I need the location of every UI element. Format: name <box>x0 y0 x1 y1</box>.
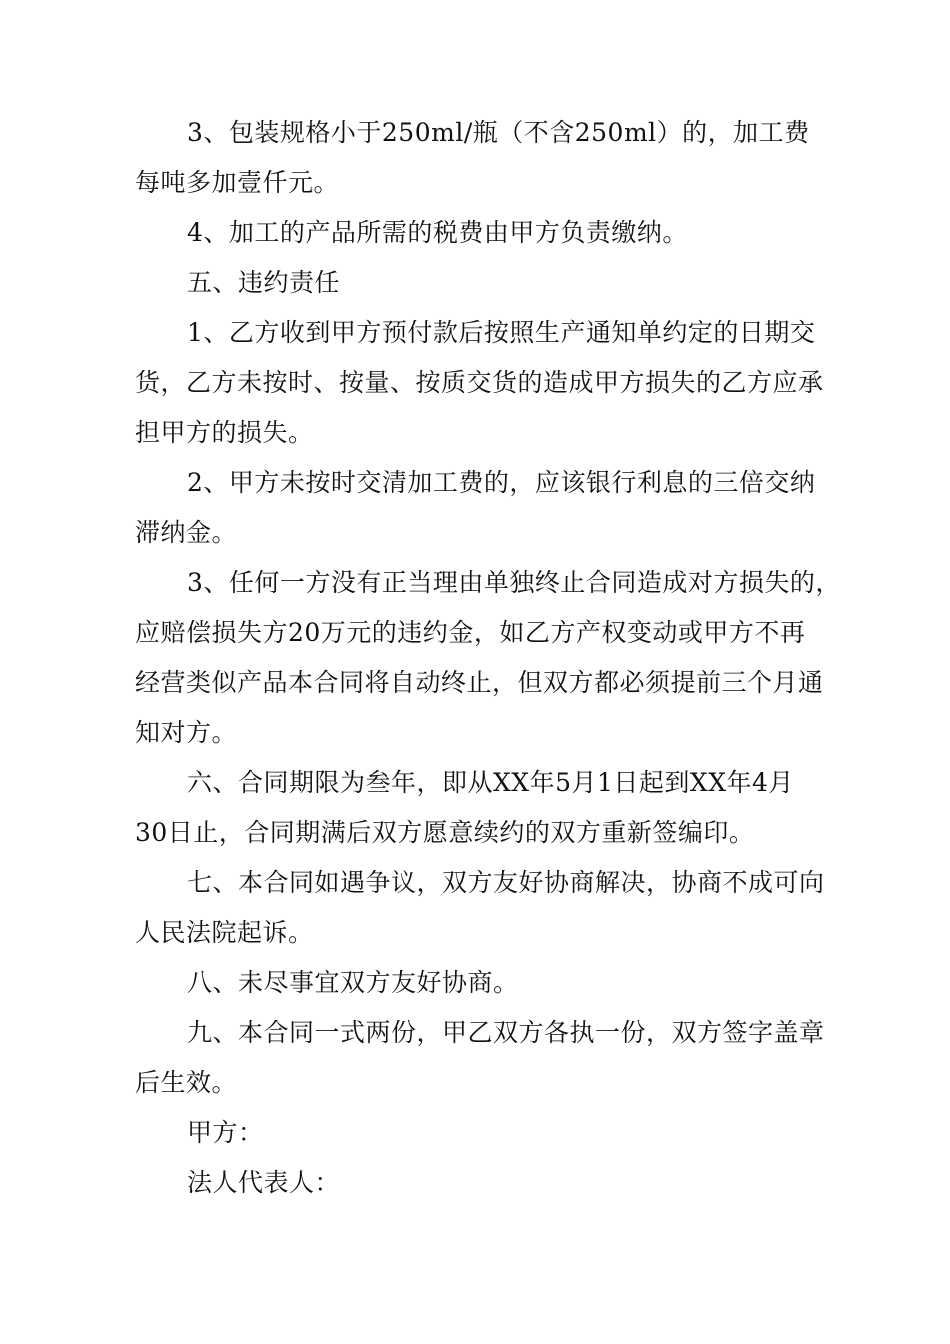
section-9-copies-line-2: 后生效。 <box>135 1068 238 1097</box>
clause-5-2-line-2: 滞纳金。 <box>135 518 238 547</box>
clause-5-3-line-3: 经营类似产品本合同将自动终止，但双方都必须提前三个月通 <box>135 668 824 697</box>
clause-5-2-line-1: 2、甲方未按时交清加工费的，应该银行利息的三倍交纳 <box>187 468 816 497</box>
clause-5-3-line-1: 3、任何一方没有正当理由单独终止合同造成对方损失的， <box>187 568 841 597</box>
clause-4-3-line-1: 3、包装规格小于250ml/瓶（不含250ml）的，加工费 <box>187 118 810 147</box>
clause-5-3-line-4: 知对方。 <box>135 718 238 747</box>
clause-4-3-line-2: 每吨多加壹仟元。 <box>135 168 340 197</box>
clause-5-1-line-1: 1、乙方收到甲方预付款后按照生产通知单约定的日期交 <box>187 318 816 347</box>
clause-4-4: 4、加工的产品所需的税费由甲方负责缴纳。 <box>187 218 688 247</box>
section-6-term-line-1: 六、合同期限为叁年，即从XX年5月1日起到XX年4月 <box>187 768 794 797</box>
legal-representative-label: 法人代表人： <box>187 1168 341 1197</box>
section-9-copies-line-1: 九、本合同一式两份，甲乙双方各执一份，双方签字盖章 <box>187 1018 825 1047</box>
party-a-label: 甲方： <box>187 1118 264 1147</box>
section-6-term-line-2: 30日止，合同期满后双方愿意续约的双方重新签编印。 <box>135 818 755 847</box>
section-7-dispute-line-1: 七、本合同如遇争议，双方友好协商解决，协商不成可向 <box>187 868 825 897</box>
clause-5-3-line-2: 应赔偿损失方20万元的违约金，如乙方产权变动或甲方不再 <box>135 618 806 647</box>
clause-5-1-line-2: 货，乙方未按时、按量、按质交货的造成甲方损失的乙方应承 <box>135 368 824 397</box>
section-8-other-matters: 八、未尽事宜双方友好协商。 <box>187 968 519 997</box>
section-heading-breach: 五、违约责任 <box>187 268 341 297</box>
clause-5-1-line-3: 担甲方的损失。 <box>135 418 314 447</box>
section-7-dispute-line-2: 人民法院起诉。 <box>135 918 314 947</box>
